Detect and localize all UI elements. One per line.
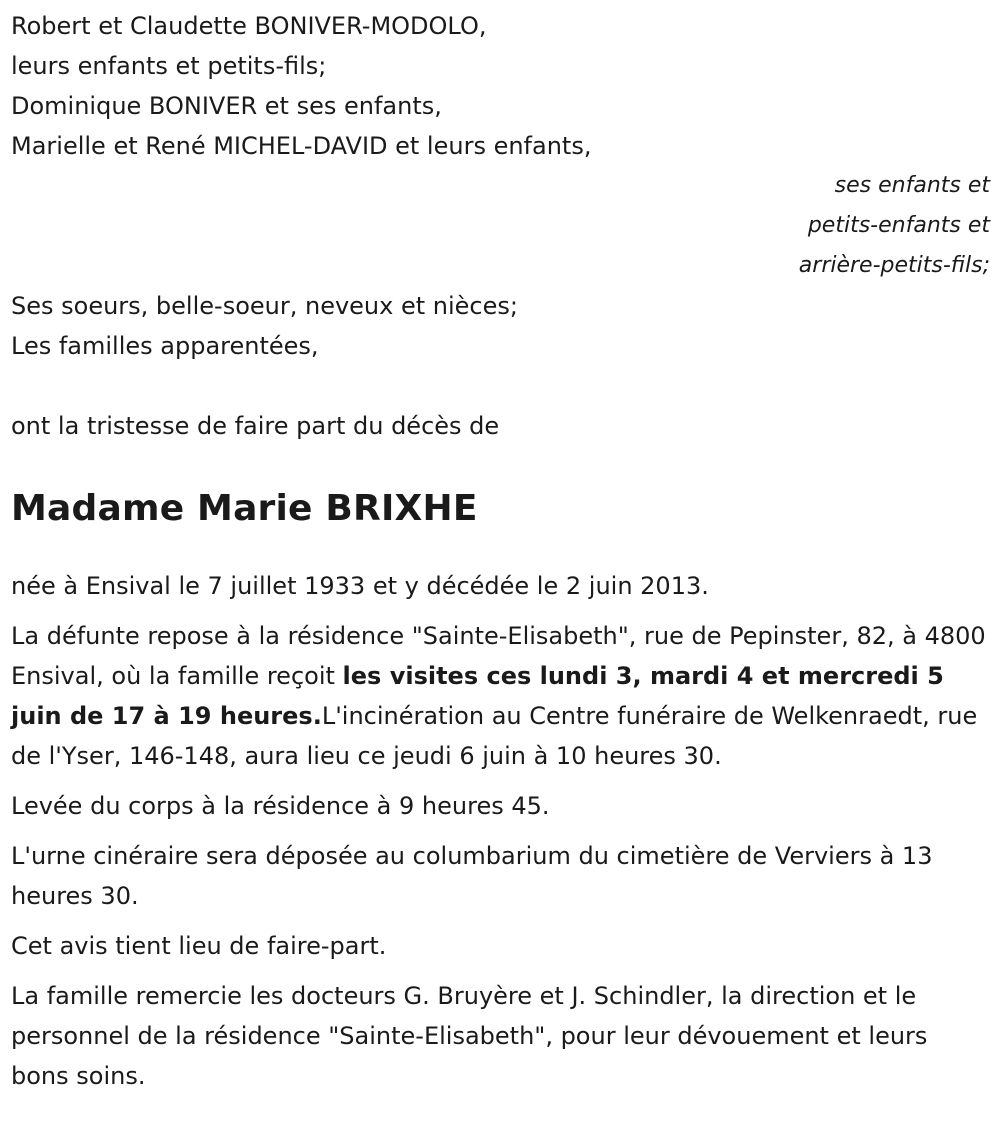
levee-paragraph: Levée du corps à la résidence à 9 heures 45.: [11, 792, 550, 820]
rest-outro: L'incinération au Centre funéraire de Welkenraedt, rue de l'Yser, 146-148, aura lieu ce jeudi 6 juin à 10 heures 30.: [11, 702, 978, 770]
family-line: leurs enfants et petits-fils;: [11, 52, 327, 80]
obituary-notice: [11, 6, 991, 1096]
rest-intro: La défunte repose à la résidence "Sainte-Elisabeth", rue de Pepinster, 82, à 4800 Ensival, où la famille reçoit: [11, 622, 986, 690]
relatives-list: [11, 286, 991, 366]
descendants-note: [11, 166, 991, 286]
family-line: Dominique BONIVER et ses enfants,: [11, 92, 442, 120]
urne-paragraph: L'urne cinéraire sera déposée au columbarium du cimetière de Verviers à 13 heures 30.: [11, 842, 933, 910]
announcement-text: ont la tristesse de faire part du décès de: [11, 412, 500, 440]
descendants-line: petits-enfants et: [807, 213, 990, 238]
birth-paragraph: née à Ensival le 7 juillet 1933 et y décédée le 2 juin 2013.: [11, 572, 709, 600]
rest-paragraph: [11, 616, 991, 776]
avis-paragraph: Cet avis tient lieu de faire-part.: [11, 932, 387, 960]
relatives-line: Ses soeurs, belle-soeur, neveux et nièces;: [11, 292, 518, 320]
family-list: [11, 6, 991, 166]
spacer: [11, 366, 991, 406]
family-line: Marielle et René MICHEL-DAVID et leurs enfants,: [11, 132, 592, 160]
descendants-line: ses enfants et: [834, 173, 990, 198]
descendants-line: arrière-petits-fils;: [798, 253, 990, 278]
relatives-line: Les familles apparentées,: [11, 332, 319, 360]
visits-text: les visites ces lundi 3, mardi 4 et mercredi 5 juin de 17 à 19 heures.: [11, 662, 944, 730]
thanks-paragraph: La famille remercie les docteurs G. Bruyère et J. Schindler, la direction et le personnel de la résidence "Sainte-Elisabeth", pour leur dévouement et leurs bons soins.: [11, 982, 928, 1090]
family-line: Robert et Claudette BONIVER-MODOLO,: [11, 12, 487, 40]
deceased-name: Madame Marie BRIXHE: [11, 488, 478, 529]
